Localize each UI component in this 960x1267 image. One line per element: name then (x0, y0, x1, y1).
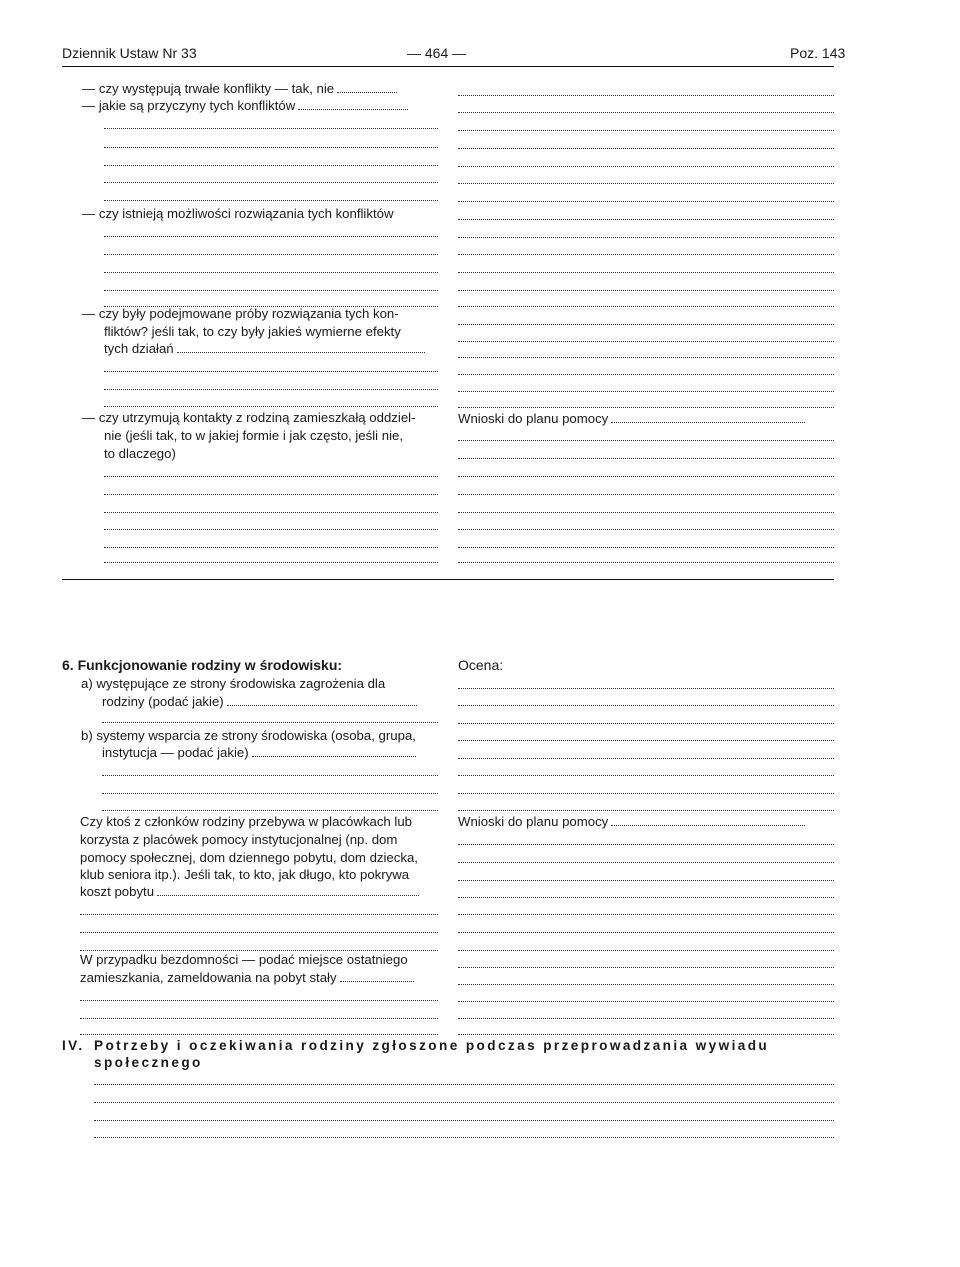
section-6-title: 6. Funkcjonowanie rodziny w środowisku: (62, 657, 343, 673)
journal-title: Dziennik Ustaw Nr 33 (62, 45, 197, 61)
answer-line[interactable] (80, 1018, 438, 1019)
wnioski-do-planu-pomocy-label: Wnioski do planu pomocy (458, 411, 805, 427)
notes-line[interactable] (458, 374, 834, 375)
answer-line[interactable] (104, 494, 438, 495)
notes-line[interactable] (458, 1018, 834, 1019)
notes-line[interactable] (458, 880, 834, 881)
notes-line[interactable] (458, 810, 834, 811)
answer-line[interactable] (104, 547, 438, 548)
notes-line[interactable] (458, 562, 834, 563)
notes-line[interactable] (458, 862, 834, 863)
bezdomnosc-question-line2: zamieszkania, zameldowania na pobyt stały (80, 970, 414, 986)
answer-line[interactable] (104, 236, 438, 237)
answer-line[interactable] (104, 512, 438, 513)
question-kontakty-line3: to dlaczego) (104, 446, 176, 461)
answer-line[interactable] (102, 810, 438, 811)
wnioski-do-planu-pomocy-label-2: Wnioski do planu pomocy (458, 814, 805, 830)
notes-line[interactable] (458, 95, 834, 96)
notes-line[interactable] (458, 148, 834, 149)
item-b-line2: instytucja — podać jakie) (102, 745, 416, 761)
answer-line[interactable] (102, 775, 438, 776)
notes-line[interactable] (458, 932, 834, 933)
placowki-question-line5: koszt pobytu (80, 884, 419, 900)
item-b-line1: b) systemy wsparcia ze strony środowiska (osoba, grupa, (81, 728, 416, 743)
answer-line[interactable] (94, 1137, 834, 1138)
answer-line[interactable] (102, 722, 438, 723)
bezdomnosc-question-line1: W przypadku bezdomności — podać miejsce ostatniego (80, 952, 408, 967)
answer-line[interactable] (104, 406, 438, 407)
notes-line[interactable] (458, 391, 834, 392)
answer-line[interactable] (80, 1000, 438, 1001)
question-przyczyny-konfliktow: — jakie są przyczyny tych konfliktów (82, 98, 408, 114)
answer-line[interactable] (104, 165, 438, 166)
notes-line[interactable] (458, 357, 834, 358)
answer-line[interactable] (104, 182, 438, 183)
answer-line[interactable] (104, 562, 438, 563)
answer-line[interactable] (104, 272, 438, 273)
notes-line[interactable] (458, 166, 834, 167)
notes-line[interactable] (458, 201, 834, 202)
section-iv-title-line1: Potrzeby i oczekiwania rodziny zgłoszone podczas przeprowadzania wywiadu (94, 1038, 770, 1053)
notes-line[interactable] (458, 476, 834, 477)
question-kontakty-line2: nie (jeśli tak, to w jakiej formie i jak często, jeśli nie, (104, 428, 404, 443)
notes-line[interactable] (458, 512, 834, 513)
notes-line[interactable] (458, 1001, 834, 1002)
section-divider (62, 579, 834, 580)
answer-line[interactable] (80, 914, 438, 915)
page-number: — 464 — (407, 45, 467, 61)
notes-line[interactable] (458, 272, 834, 273)
placowki-question-line1: Czy ktoś z członków rodziny przebywa w placówkach lub (80, 814, 413, 829)
header-rule (62, 66, 834, 67)
item-a-line1: a) występujące ze strony środowiska zagrożenia dla (81, 676, 386, 691)
question-proby-rozwiazania-line2: fliktów? jeśli tak, to czy były jakieś wymierne efekty (104, 324, 401, 339)
notes-line[interactable] (458, 324, 834, 325)
answer-line[interactable] (104, 147, 438, 148)
section-iv-numeral: IV. (62, 1038, 85, 1053)
ocena-label: Ocena: (458, 657, 504, 673)
placowki-question-line4: klub seniora itp.). Jeśli tak, to kto, jak długo, kto pokrywa (80, 867, 410, 882)
notes-line[interactable] (458, 723, 834, 724)
notes-line[interactable] (458, 775, 834, 776)
notes-line[interactable] (458, 1034, 834, 1035)
notes-line[interactable] (458, 688, 834, 689)
notes-line[interactable] (458, 237, 834, 238)
notes-line[interactable] (458, 112, 834, 113)
notes-line[interactable] (458, 494, 834, 495)
answer-line[interactable] (94, 1120, 834, 1121)
answer-line[interactable] (104, 128, 438, 129)
notes-line[interactable] (458, 950, 834, 951)
placowki-question-line2: korzysta z placówek pomocy instytucjonalnej (np. dom (80, 832, 398, 847)
notes-line[interactable] (458, 440, 834, 441)
notes-line[interactable] (458, 407, 834, 408)
notes-line[interactable] (458, 219, 834, 220)
position-number: Poz. 143 (790, 45, 846, 61)
notes-line[interactable] (458, 547, 834, 548)
notes-line[interactable] (458, 897, 834, 898)
section-iv-title-line2: społecznego (94, 1055, 203, 1070)
notes-line[interactable] (458, 183, 834, 184)
notes-line[interactable] (458, 740, 834, 741)
answer-line[interactable] (102, 793, 438, 794)
answer-line[interactable] (80, 950, 438, 951)
notes-line[interactable] (458, 758, 834, 759)
question-proby-rozwiazania-line3: tych działań (104, 341, 425, 357)
answer-line[interactable] (104, 529, 438, 530)
notes-line[interactable] (458, 341, 834, 342)
answer-line[interactable] (80, 932, 438, 933)
question-kontakty-line1: — czy utrzymują kontakty z rodziną zamieszkałą oddziel- (82, 410, 416, 425)
answer-line[interactable] (94, 1084, 834, 1085)
question-proby-rozwiazania-line1: — czy były podejmowane próby rozwiązania tych kon- (82, 306, 399, 321)
notes-line[interactable] (458, 914, 834, 915)
notes-line[interactable] (458, 290, 834, 291)
answer-line[interactable] (104, 200, 438, 201)
notes-line[interactable] (458, 967, 834, 968)
answer-line[interactable] (94, 1102, 834, 1103)
answer-line[interactable] (104, 254, 438, 255)
notes-line[interactable] (458, 793, 834, 794)
notes-line[interactable] (458, 130, 834, 131)
notes-line[interactable] (458, 254, 834, 255)
placowki-question-line3: pomocy społecznej, dom dziennego pobytu, dom dziecka, (80, 850, 418, 865)
notes-line[interactable] (458, 984, 834, 985)
notes-line[interactable] (458, 306, 834, 307)
question-trwale-konflikty: — czy występują trwałe konflikty — tak, nie (82, 81, 397, 97)
notes-line[interactable] (458, 844, 834, 845)
answer-line[interactable] (80, 1034, 438, 1035)
answer-line[interactable] (104, 389, 438, 390)
item-a-line2: rodziny (podać jakie) (102, 694, 417, 710)
answer-line[interactable] (104, 371, 438, 372)
notes-line[interactable] (458, 458, 834, 459)
notes-line[interactable] (458, 529, 834, 530)
question-mozliwosci-rozwiazania: — czy istnieją możliwości rozwiązania tych konfliktów (82, 206, 394, 221)
answer-line[interactable] (104, 476, 438, 477)
answer-line[interactable] (104, 290, 438, 291)
notes-line[interactable] (458, 705, 834, 706)
